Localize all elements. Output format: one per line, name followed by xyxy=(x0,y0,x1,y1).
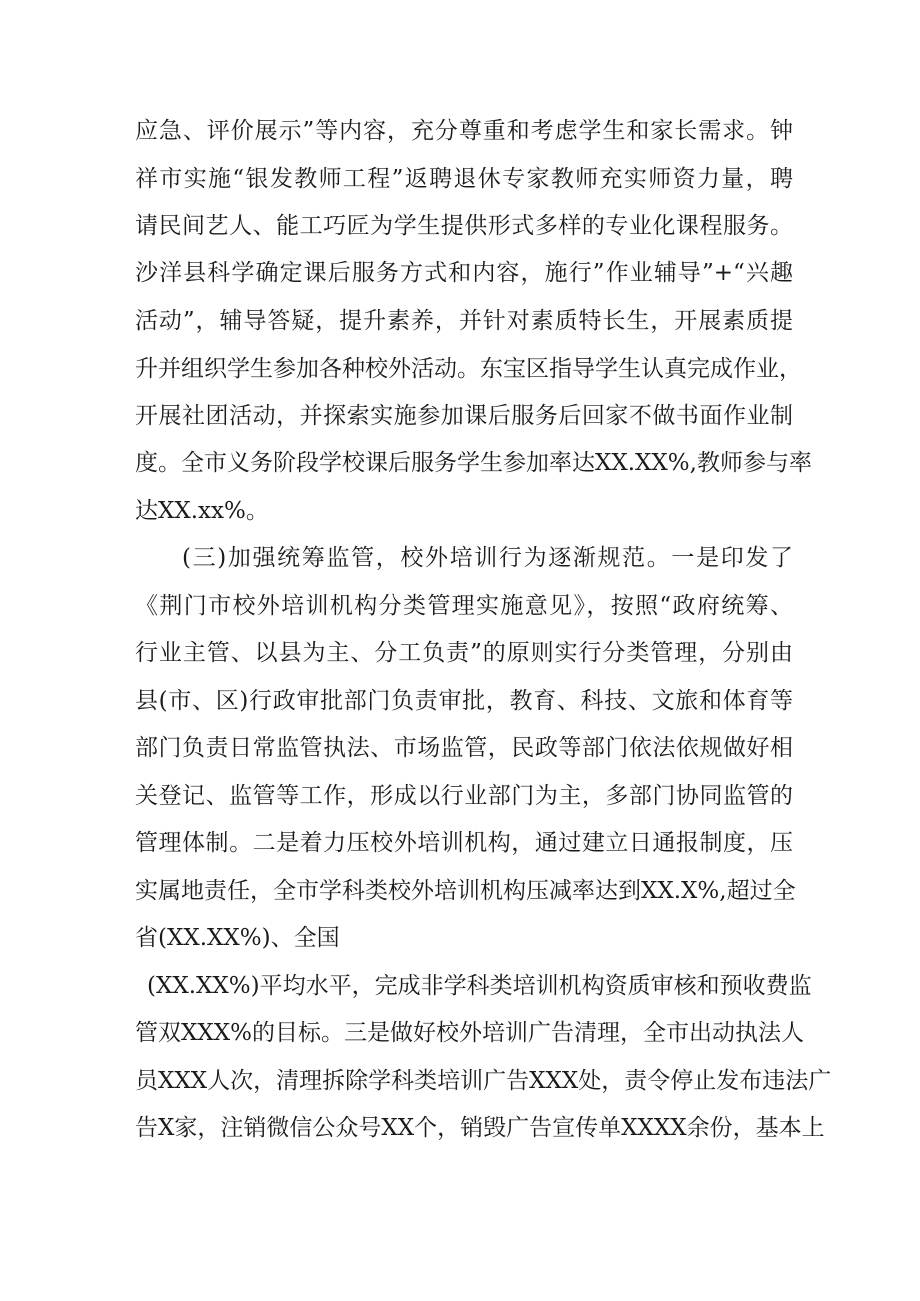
paragraph-line: 管双XXX%的目标。三是做好校外培训广告清理，全市出动执法人 xyxy=(135,1020,804,1046)
paragraph-line: (XX.XX%)平均水平，完成非学科类培训机构资质审核和预收费监 xyxy=(147,973,812,999)
paragraph-line: 度。全市义务阶段学校课后服务学生参加率达XX.XX%,教师参与率 xyxy=(135,450,812,476)
paragraph-line: 管理体制。二是着力压校外培训机构，通过建立日通报制度，压 xyxy=(135,830,793,856)
paragraph-line: 开展社团活动，并探索实施参加课后服务后回家不做书面作业制 xyxy=(135,403,793,429)
paragraph-line: 升并组织学生参加各种校外活动。东宝区指导学生认真完成作业， xyxy=(135,356,802,382)
paragraph-line: 行业主管、以县为主、分工负责”的原则实行分类管理，分别由 xyxy=(135,640,793,666)
paragraph-line: 达XX.xx%。 xyxy=(135,498,269,524)
paragraph-line: 祥市实施“银发教师工程”返聘退休专家教师充实师资力量，聘 xyxy=(135,166,793,192)
paragraph-line: 告X家，注销微信公众号XX个，销毁广告宣传单XXXX余份，基本上 xyxy=(135,1115,825,1141)
paragraph-line: 沙洋县科学确定课后服务方式和内容，施行”作业辅导”+“兴趣 xyxy=(135,260,793,286)
paragraph-line: 关登记、监管等工作，形成以行业部门为主，多部门协同监管的 xyxy=(135,783,793,809)
paragraph-line: 活动”，辅导答疑，提升素养，并针对素质特长生，开展素质提 xyxy=(135,308,793,334)
paragraph-line: 《荆门市校外培训机构分类管理实施意见》，按照“政府统筹、 xyxy=(135,593,793,619)
paragraph-line: 县(市、区)行政审批部门负责审批，教育、科技、文旅和体育等 xyxy=(135,688,793,714)
paragraph-line: 省(XX.XX%)、全国 xyxy=(135,925,340,951)
paragraph-line: 员XXX人次，清理拆除学科类培训广告XXX处，责令停止发布违法广 xyxy=(135,1068,832,1094)
paragraph-line: 部门负责日常监管执法、市场监管，民政等部门依法依规做好相 xyxy=(135,735,793,761)
paragraph-line: 实属地责任，全市学科类校外培训机构压减率达到XX.X%,超过全 xyxy=(135,878,796,904)
paragraph-line: 请民间艺人、能工巧匠为学生提供形式多样的专业化课程服务。 xyxy=(135,213,793,239)
paragraph-line: 应急、评价展示”等内容，充分尊重和考虑学生和家长需求。钟 xyxy=(135,118,793,144)
section-heading-line: (三)加强统筹监管，校外培训行为逐渐规范。一是印发了 xyxy=(182,545,793,571)
